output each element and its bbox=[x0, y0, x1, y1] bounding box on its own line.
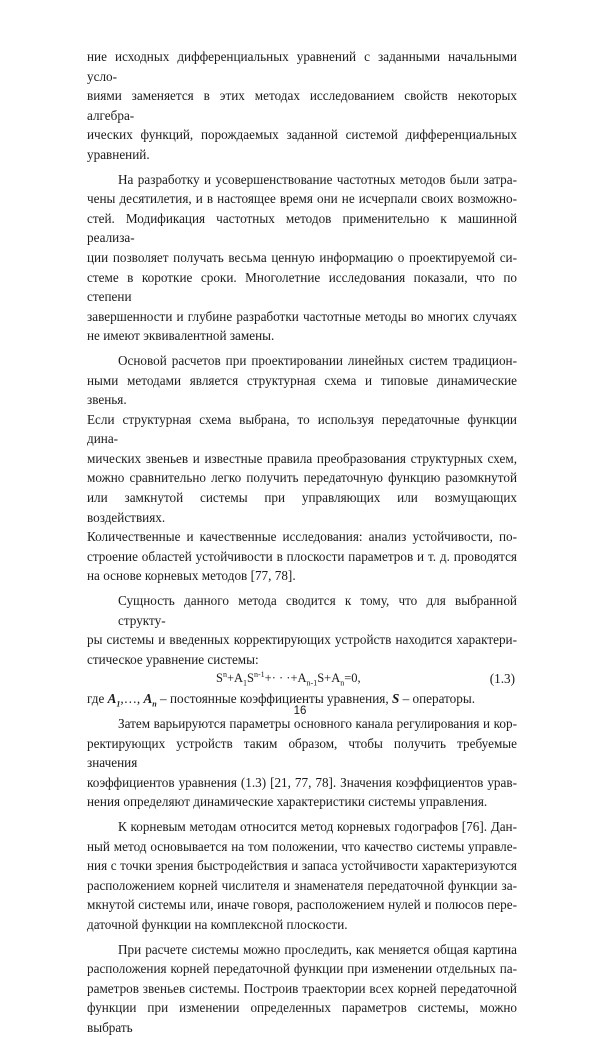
coefficient-an: $A_n$ bbox=[143, 691, 157, 710]
formula-part: S+A bbox=[317, 671, 341, 686]
text-line: чены десятилетия, и в настоящее время они не исчерпали своих возможно- bbox=[87, 191, 517, 207]
where-text: – постоянные коэффициенты уравнения, bbox=[156, 691, 392, 707]
text-line: коэффициентов уравнения (1.3) [21, 77, 78]. Значения коэффициентов урав- bbox=[87, 774, 517, 790]
characteristic-equation bbox=[87, 669, 517, 689]
text-line: можно сравнительно легко получить передаточную функцию разомкнутой bbox=[87, 470, 517, 486]
text-line: ный метод основывается на том положении, что качество системы управле- bbox=[87, 838, 517, 854]
text-line: нения определяют динамические характеристики системы управления. bbox=[87, 794, 488, 810]
document-body bbox=[87, 47, 517, 1038]
formula-part: =0, bbox=[344, 671, 361, 686]
text-line: строение областей устойчивости в плоскости параметров и т. д. проводятся bbox=[87, 548, 517, 564]
text-line: не имеют эквивалентной замены. bbox=[87, 328, 275, 344]
formula-part: S bbox=[247, 671, 254, 686]
equation-number: (1.3) bbox=[489, 671, 515, 687]
text-line: функции при изменении определенных параметров системы, можно выбрать bbox=[87, 1000, 517, 1035]
where-prefix: где bbox=[87, 691, 108, 707]
paragraph-6 bbox=[87, 817, 517, 935]
text-line: расположения корней передаточной функции при изменении отдельных па- bbox=[87, 961, 517, 977]
text-line: мкнутой системы или, иначе говоря, расположением нулей и полюсов пере- bbox=[87, 897, 517, 913]
text-line: Сущность данного метода сводится к тому, что для выбранной структу- bbox=[118, 593, 517, 628]
paragraph-2 bbox=[87, 170, 517, 346]
text-line: Затем варьируются параметры основного канала регулирования и кор- bbox=[118, 716, 517, 731]
text-line: Основой расчетов при проектировании линейных систем традицион- bbox=[118, 352, 517, 368]
formula-part: S bbox=[216, 671, 223, 686]
paragraph-7 bbox=[87, 940, 517, 1038]
formula-exponent: n bbox=[222, 670, 227, 680]
where-text: – операторы. bbox=[399, 691, 476, 707]
formula-part: +· · ·+A bbox=[264, 671, 307, 686]
text-line: стей. Модификация частотных методов применительно к машинной реализа- bbox=[87, 210, 517, 246]
paragraph-4 bbox=[87, 591, 517, 669]
text-line: уравнений. bbox=[87, 146, 150, 162]
text-line: ции позволяет получать весьма ценную информацию о проектируемой си- bbox=[87, 249, 517, 265]
formula-index: 1 bbox=[243, 678, 248, 688]
text-line: ры системы и введенных корректирующих устройств находится характери- bbox=[87, 632, 517, 648]
text-line: Количественные и качественные исследования: анализ устойчивости, по- bbox=[87, 529, 517, 545]
text-line: ния с точки зрения быстродействия и запаса устойчивости характеризуются bbox=[87, 858, 517, 874]
formula-index: n-1 bbox=[306, 678, 318, 688]
text-line: К корневым методам относится метод корневых годографов [76]. Дан- bbox=[118, 818, 517, 834]
text-line: даточной функции на комплексной плоскости. bbox=[87, 916, 348, 932]
formula-exponent: n-1 bbox=[253, 670, 265, 680]
text-line: ными методами является структурная схема и типовые динамические звенья. bbox=[87, 372, 517, 408]
text-line: мических звеньев и известные правила преобразования структурных схем, bbox=[87, 450, 517, 466]
where-separator: ,…, bbox=[120, 691, 144, 707]
text-line: раметров звеньев системы. Построив траектории всех корней передаточной bbox=[87, 980, 517, 996]
text-line: Если структурная схема выбрана, то используя передаточные функции дина- bbox=[87, 411, 517, 447]
equation-expression bbox=[216, 669, 361, 689]
formula-index: n bbox=[340, 678, 345, 688]
text-line: стическое уравнение системы: bbox=[87, 651, 259, 667]
page-number: 16 bbox=[293, 705, 307, 717]
coefficient-a1: $A_1$ bbox=[107, 691, 121, 710]
text-line: На разработку и усовершенствование частотных методов были затра- bbox=[118, 171, 517, 187]
text-line: завершенности и глубине разработки частотные методы во многих случаях bbox=[87, 308, 517, 324]
text-line: на основе корневых методов [77, 78]. bbox=[87, 568, 296, 584]
paragraph-3 bbox=[87, 351, 517, 586]
operator-s: S bbox=[391, 691, 400, 707]
paragraph-5 bbox=[87, 714, 517, 812]
text-line: ние исходных дифференциальных уравнений с заданными начальными усло- bbox=[87, 49, 517, 84]
text-line: или замкнутой системы при управляющих или возмущающих воздействиях. bbox=[87, 490, 517, 525]
text-line: расположением корней числителя и знаменателя передаточной функции за- bbox=[87, 877, 517, 893]
paragraph-1 bbox=[87, 47, 517, 165]
text-line: ректирующих устройств таким образом, чтобы получить требуемые значения bbox=[87, 735, 517, 771]
text-line: ических функций, порождаемых заданной системой дифференциальных bbox=[87, 127, 517, 143]
formula-part: +A bbox=[226, 671, 244, 686]
text-line: стеме в короткие сроки. Многолетние исследования показали, что по степени bbox=[87, 269, 517, 305]
text-line: При расчете системы можно проследить, как меняется общая картина bbox=[118, 941, 517, 957]
text-line: виями заменяется в этих методах исследованием свойств некоторых алгебра- bbox=[87, 88, 517, 123]
